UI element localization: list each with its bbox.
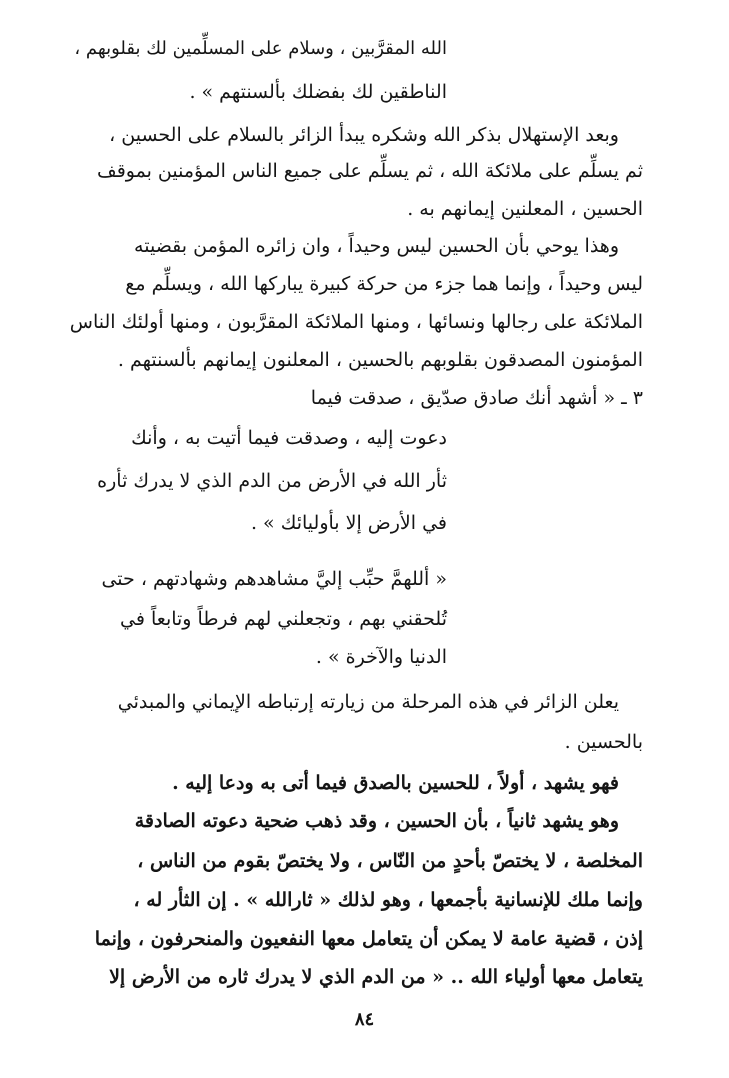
paragraph-line-10: يعلن الزائر في هذه المرحلة من زيارته إرتباطه الإيماني والمبدئي	[117, 691, 619, 713]
paragraph-line-6: وهذا يوحي بأن الحسين ليس وحيداً ، وان زائره المؤمن بقضيته	[134, 235, 619, 257]
quote-line-1: ٣ ـ « أشهد أنك صادق صدّيق ، صدقت فيما	[310, 387, 643, 409]
paragraph-line-11: بالحسين .	[564, 731, 643, 753]
text-line-2: الناطقين لك بفضلك بألسنتهم » .	[189, 81, 447, 103]
paragraph-line-7: ليس وحيداً ، وإنما هما جزء من حركة كبيرة يباركها الله ، ويسلِّم مع	[125, 273, 643, 295]
paragraph-line-16: إذن ، قضية عامة لا يمكن أن يتعامل معها النفعيون والمنحرفون ، وإنما	[94, 928, 643, 950]
paragraph-line-8: الملائكة على رجالها ونسائها ، ومنها الملائكة المقرَّبون ، ومنها أولئك الناس	[69, 311, 643, 333]
quote-line-4: في الأرض إلا بأوليائك » .	[250, 512, 447, 534]
paragraph-line-4: ثم يسلِّم على ملائكة الله ، ثم يسلِّم على جميع الناس المؤمنين بموقف	[97, 160, 643, 182]
quote-line-3: ثأر الله في الأرض من الدم الذي لا يدرك ثأره	[97, 470, 447, 492]
paragraph-line-12: فهو يشهد ، أولاً ، للحسين بالصدق فيما أتى به ودعا إليه .	[172, 772, 619, 794]
quote-line-2: دعوت إليه ، وصدقت فيما أتيت به ، وأنك	[131, 427, 447, 449]
page-number: ٨٤	[354, 1009, 375, 1030]
paragraph-line-17: يتعامل معها أولياء الله .. « من الدم الذي لا يدرك ثاره من الأرض إلا	[109, 966, 643, 988]
prayer-line-2: تُلحقني بهم ، وتجعلني لهم فرطاً وتابعاً في	[120, 608, 447, 630]
prayer-line-3: الدنيا والآخرة » .	[315, 646, 447, 668]
paragraph-line-15: وإنما ملك للإنسانية بأجمعها ، وهو لذلك « ثارالله » . إن الثأر له ،	[133, 889, 643, 911]
paragraph-line-3: وبعد الإستهلال بذكر الله وشكره يبدأ الزائر بالسلام على الحسين ،	[109, 124, 619, 146]
paragraph-line-13: وهو يشهد ثانياً ، بأن الحسين ، وقد ذهب ضحية دعوته الصادقة	[134, 810, 619, 832]
paragraph-line-5: الحسين ، المعلنين إيمانهم به .	[407, 198, 643, 220]
text-line-1: الله المقرَّبين ، وسلام على المسلِّمين لك بقلوبهم ،	[74, 38, 447, 59]
prayer-line-1: « أللهمَّ حبِّب إليَّ مشاهدهم وشهادتهم ، حتى	[101, 568, 447, 590]
paragraph-line-9: المؤمنون المصدقون بقلوبهم بالحسين ، المعلنون إيمانهم بألسنتهم .	[117, 349, 643, 371]
paragraph-line-14: المخلصة ، لا يختصّ بأحدٍ من النّاس ، ولا يختصّ بقوم من الناس ،	[137, 850, 643, 872]
